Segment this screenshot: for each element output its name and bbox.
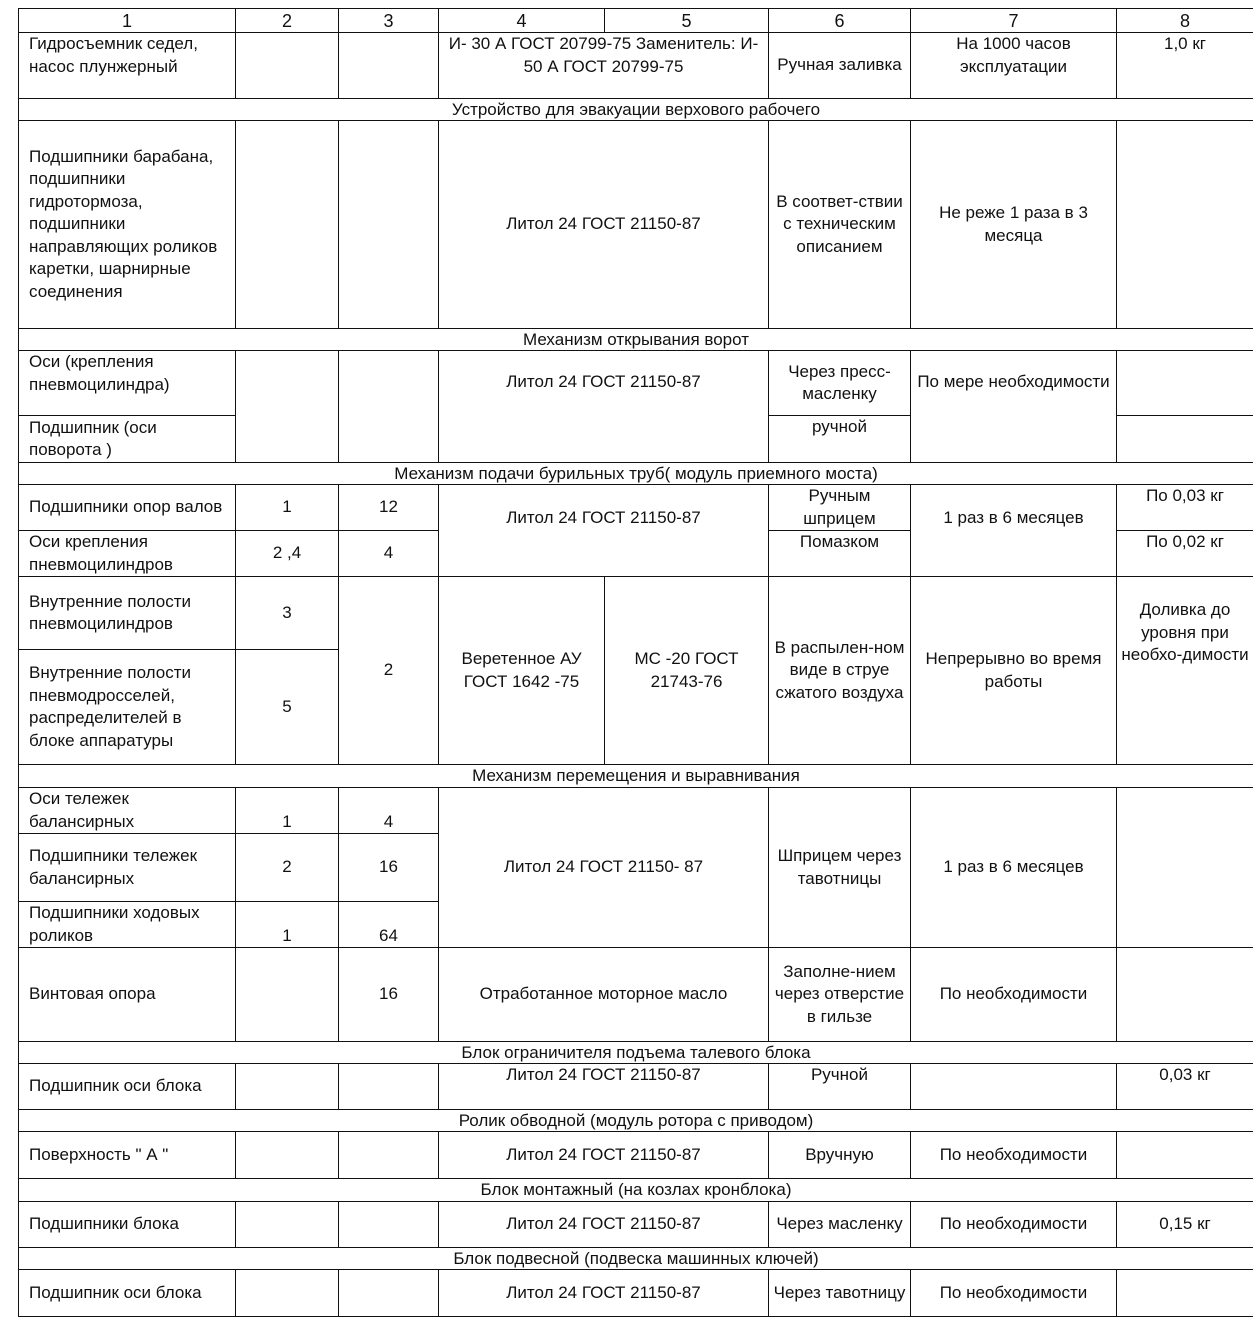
cell-points: 4: [339, 788, 439, 834]
cell-qty: 3: [236, 577, 339, 650]
cell: [236, 1270, 339, 1317]
table-row: [19, 1132, 1253, 1179]
section-row: [19, 1110, 1253, 1132]
header-cell: 4: [439, 9, 605, 33]
cell-period: 1 раз в 6 месяцев: [911, 485, 1117, 577]
cell-item: Оси крепления пневмоцилиндров: [19, 531, 236, 577]
section-title: Ролик обводной (модуль ротора с приводом): [19, 1110, 1253, 1132]
section-title: Устройство для эвакуации верхового рабочего: [19, 99, 1253, 121]
cell-period: Непрерывно во время работы: [911, 577, 1117, 765]
cell: [1117, 1270, 1253, 1317]
cell: [339, 1202, 439, 1248]
cell-item: Подшипники тележек балансирных: [19, 834, 236, 902]
cell-item: Поверхность " А ": [19, 1132, 236, 1179]
cell: [236, 351, 339, 463]
cell-period: По необходимости: [911, 948, 1117, 1042]
cell-period: По необходимости: [911, 1132, 1117, 1179]
cell-period: Не реже 1 раза в 3 месяца: [911, 121, 1117, 329]
cell-item: Внутренние полости пневмоцилиндров: [19, 577, 236, 650]
cell: [339, 121, 439, 329]
table-row: [19, 1064, 1253, 1110]
cell-lubricant: Веретенное АУ ГОСТ 1642 -75: [439, 577, 605, 765]
cell: [236, 948, 339, 1042]
cell-period: По мере необходимости: [911, 351, 1117, 463]
cell-lubricant: Литол 24 ГОСТ 21150-87: [439, 485, 769, 577]
section-title: Механизм перемещения и выравнивания: [19, 765, 1253, 788]
cell-method: ручной: [769, 416, 911, 463]
header-cell: 5: [605, 9, 769, 33]
cell-qty: 1: [236, 902, 339, 948]
cell: [236, 1132, 339, 1179]
cell-amount: По 0,02 кг: [1117, 531, 1253, 577]
cell: [1117, 351, 1253, 416]
cell: [1117, 788, 1253, 948]
cell-points: 16: [339, 948, 439, 1042]
cell-item: Подшипники барабана, подшипники гидротормоза, подшипники направляющих роликов каретки, шарнирные соединения: [19, 121, 236, 329]
cell-method: Ручная заливка: [769, 33, 911, 99]
cell-lubricant: Литол 24 ГОСТ 21150-87: [439, 1132, 769, 1179]
cell-method: Шприцем через тавотницы: [769, 788, 911, 948]
cell-item: Подшипники опор валов: [19, 485, 236, 531]
cell-qty: 1: [236, 788, 339, 834]
cell-lubricant: Литол 24 ГОСТ 21150-87: [439, 1270, 769, 1317]
table-row: [19, 577, 1253, 650]
cell: [1117, 416, 1253, 463]
table-row: [19, 1202, 1253, 1248]
table-row: [19, 351, 1253, 416]
header-cell: 7: [911, 9, 1117, 33]
cell: [236, 1202, 339, 1248]
table-row: [19, 485, 1253, 531]
cell: [236, 1064, 339, 1110]
cell: [1117, 121, 1253, 329]
cell-method: Заполне-нием через отверстие в гильзе: [769, 948, 911, 1042]
header-cell: 3: [339, 9, 439, 33]
cell: [339, 33, 439, 99]
cell: [339, 1132, 439, 1179]
cell-lubricant: Литол 24 ГОСТ 21150-87: [439, 1064, 769, 1110]
cell: [236, 121, 339, 329]
cell-lubricant: Литол 24 ГОСТ 21150-87: [439, 121, 769, 329]
cell-period: 1 раз в 6 месяцев: [911, 788, 1117, 948]
cell-lubricant: Литол 24 ГОСТ 21150-87: [439, 1202, 769, 1248]
cell-item: Гидросъемник седел, насос плунжерный: [19, 33, 236, 99]
cell-item: Подшипник оси блока: [19, 1270, 236, 1317]
section-row: [19, 1042, 1253, 1064]
section-title: Блок монтажный (на козлах кронблока): [19, 1179, 1253, 1202]
cell: [339, 351, 439, 463]
cell: [1117, 1132, 1253, 1179]
cell-method: Ручным шприцем: [769, 485, 911, 531]
table-row: [19, 788, 1253, 834]
table-row: [19, 33, 1253, 99]
cell-points: 16: [339, 834, 439, 902]
section-row: [19, 1248, 1253, 1270]
cell-period: По необходимости: [911, 1270, 1117, 1317]
section-row: [19, 99, 1253, 121]
cell-points: 2: [339, 577, 439, 765]
cell-method: Через тавотницу: [769, 1270, 911, 1317]
cell-period: По необходимости: [911, 1202, 1117, 1248]
cell-qty: 5: [236, 650, 339, 765]
cell-amount: 1,0 кг: [1117, 33, 1253, 99]
cell-method: Ручной: [769, 1064, 911, 1110]
header-cell: 2: [236, 9, 339, 33]
cell-substitute: МС -20 ГОСТ 21743-76: [605, 577, 769, 765]
header-cell: 1: [19, 9, 236, 33]
cell-qty: 2: [236, 834, 339, 902]
cell-method: Помазком: [769, 531, 911, 577]
cell: [911, 1064, 1117, 1110]
cell-amount: Доливка до уровня при необхо-димости: [1117, 577, 1253, 765]
cell-item: Оси (крепления пневмоцилиндра): [19, 351, 236, 416]
table-row: [19, 948, 1253, 1042]
cell-amount: 0,03 кг: [1117, 1064, 1253, 1110]
cell-item: Внутренние полости пневмодросселей, распределителей в блоке аппаратуры: [19, 650, 236, 765]
cell-item: Подшипники ходовых роликов: [19, 902, 236, 948]
cell: [1117, 948, 1253, 1042]
cell-points: 12: [339, 485, 439, 531]
cell-method: Через пресс-масленку: [769, 351, 911, 416]
section-row: [19, 765, 1253, 788]
cell-lubricant: Литол 24 ГОСТ 21150- 87: [439, 788, 769, 948]
cell-qty: 2 ,4: [236, 531, 339, 577]
section-row: [19, 329, 1253, 351]
section-title: Механизм открывания ворот: [19, 329, 1253, 351]
cell-period: На 1000 часов эксплуатации: [911, 33, 1117, 99]
section-title: Механизм подачи бурильных труб( модуль приемного моста): [19, 463, 1253, 485]
table-row: [19, 1270, 1253, 1317]
cell-item: Винтовая опора: [19, 948, 236, 1042]
cell-points: 64: [339, 902, 439, 948]
header-row: [19, 9, 1253, 33]
cell: [339, 1270, 439, 1317]
cell-item: Подшипник (оси поворота ): [19, 416, 236, 463]
table-row: [19, 121, 1253, 329]
cell-amount: 0,15 кг: [1117, 1202, 1253, 1248]
cell-lubricant: И- 30 А ГОСТ 20799-75 Заменитель: И- 50 А ГОСТ 20799-75: [439, 33, 769, 99]
cell: [236, 33, 339, 99]
header-cell: 8: [1117, 9, 1253, 33]
cell-lubricant: Отработанное моторное масло: [439, 948, 769, 1042]
cell-method: Вручную: [769, 1132, 911, 1179]
cell-points: 4: [339, 531, 439, 577]
header-cell: 6: [769, 9, 911, 33]
section-title: Блок подвесной (подвеска машинных ключей): [19, 1248, 1253, 1270]
cell-item: Подшипник оси блока: [19, 1064, 236, 1110]
section-row: [19, 463, 1253, 485]
section-title: Блок ограничителя подъема талевого блока: [19, 1042, 1253, 1064]
cell-item: Подшипники блока: [19, 1202, 236, 1248]
cell-lubricant: Литол 24 ГОСТ 21150-87: [439, 351, 769, 463]
cell-qty: 1: [236, 485, 339, 531]
lubrication-table: [18, 8, 1253, 1317]
cell-amount: По 0,03 кг: [1117, 485, 1253, 531]
cell-method: В распылен-ном виде в струе сжатого воздуха: [769, 577, 911, 765]
section-row: [19, 1179, 1253, 1202]
cell-method: Через масленку: [769, 1202, 911, 1248]
cell: [339, 1064, 439, 1110]
cell-method: В соответ-ствии с техническим описанием: [769, 121, 911, 329]
cell-item: Оси тележек балансирных: [19, 788, 236, 834]
